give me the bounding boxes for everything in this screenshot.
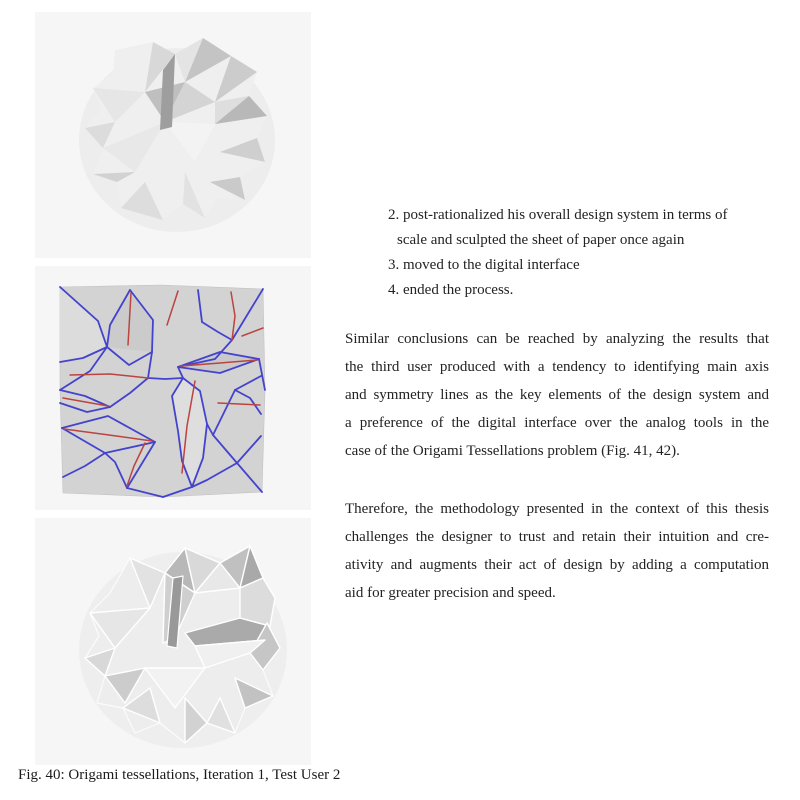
body-text-column [345,203,769,637]
paragraph-line: Similar conclusions can be reached by analyzing the results that [345,331,769,347]
paragraph-line: ativity and augments their act of design by adding a computation [345,557,769,573]
figure-crease-pattern-drawing [35,266,311,510]
paragraph-line: Therefore, the methodology presented in the context of this thesis [345,501,769,517]
paragraph-line: and symmetry lines as the key elements of the design system and [345,387,769,403]
list-item-line: 4. ended the process. [388,282,514,298]
paragraph-line: case of the Origami Tessellations problem (Fig. 41, 42). [345,443,680,459]
numbered-list [345,203,769,303]
figure-crumpled-paper-photo [35,12,311,258]
paragraph-line: the third user produced with a tendency to identifying main axis [345,359,769,375]
paragraph [345,325,769,465]
paragraph [345,495,769,607]
paragraph-line: a preference of the digital interface over the analog tools in the [345,415,769,431]
body-paragraphs [345,325,769,607]
list-item-line: 2. post-rationalized his overall design system in terms of [388,207,728,223]
figure-digital-render [35,518,311,765]
paragraph-line: aid for greater precision and speed. [345,585,556,601]
paragraph-line: challenges the designer to trust and retain their intuition and cre- [345,529,769,545]
list-item-line: 3. moved to the digital interface [388,257,580,273]
figure-caption: Fig. 40: Origami tessellations, Iteration 1, Test User 2 [18,767,341,783]
figure-column [35,12,311,773]
list-item-line: scale and sculpted the sheet of paper once again [397,232,685,248]
